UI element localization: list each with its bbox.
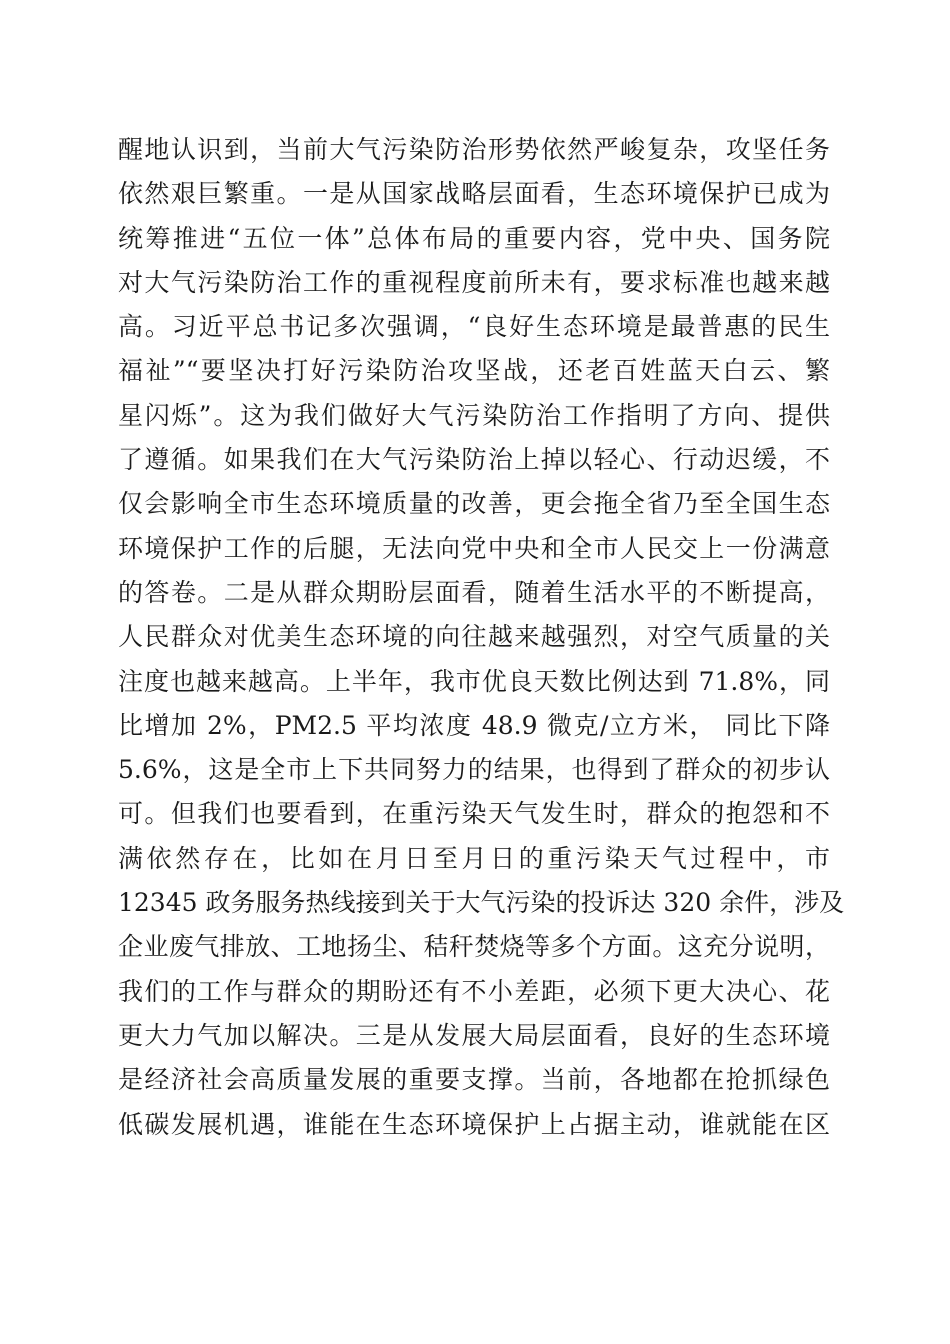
text-line: 注度也越来越高。上半年，我市优良天数比例达到 71.8%，同 bbox=[118, 666, 830, 696]
text-line: 更大力气加以解决。三是从发展大局层面看，良好的生态环境 bbox=[118, 1020, 830, 1050]
text-line: 高。习近平总书记多次强调，“良好生态环境是最普惠的民生 bbox=[118, 312, 830, 342]
text-line: 醒地认识到，当前大气污染防治形势依然严峻复杂，攻坚任务 bbox=[118, 135, 830, 164]
text-line: 低碳发展机遇，谁能在生态环境保护上占据主动，谁就能在区 bbox=[118, 1109, 830, 1139]
text-line: 比增加 2%，PM2.5 平均浓度 48.9 微克/立方米， 同比下降 bbox=[118, 710, 830, 740]
text-line: 环境保护工作的后腿，无法向党中央和全市人民交上一份满意 bbox=[118, 533, 830, 563]
text-line: 统筹推进“五位一体”总体布局的重要内容，党中央、国务院 bbox=[118, 223, 830, 253]
text-line: 仅会影响全市生态环境质量的改善，更会拖全省乃至全国生态 bbox=[118, 489, 830, 519]
text-line: 是经济社会高质量发展的重要支撑。当前，各地都在抢抓绿色 bbox=[118, 1065, 830, 1095]
text-line: 满依然存在，比如在月日至月日的重污染天气过程中，市 bbox=[118, 843, 830, 873]
text-line: 星闪烁”。这为我们做好大气污染防治工作指明了方向、提供 bbox=[118, 400, 830, 430]
text-line: 的答卷。二是从群众期盼层面看，随着生活水平的不断提高， bbox=[118, 577, 830, 607]
body-paragraph bbox=[118, 128, 845, 1147]
text-line: 5.6%，这是全市上下共同努力的结果，也得到了群众的初步认 bbox=[118, 755, 830, 785]
text-line: 企业废气排放、工地扬尘、秸秆焚烧等多个方面。这充分说明， bbox=[118, 932, 830, 962]
text-line: 12345 政务服务热线接到关于大气污染的投诉达 320 余件，涉及 bbox=[118, 888, 845, 918]
text-line: 依然艰巨繁重。一是从国家战略层面看，生态环境保护已成为 bbox=[118, 179, 830, 209]
text-line: 我们的工作与群众的期盼还有不小差距，必须下更大决心、花 bbox=[118, 976, 830, 1006]
text-line: 可。但我们也要看到，在重污染天气发生时，群众的抱怨和不 bbox=[118, 799, 830, 829]
text-line: 福祉”“要坚决打好污染防治攻坚战，还老百姓蓝天白云、繁 bbox=[118, 356, 830, 386]
text-line: 对大气污染防治工作的重视程度前所未有，要求标准也越来越 bbox=[118, 267, 830, 297]
text-line: 了遵循。如果我们在大气污染防治上掉以轻心、行动迟缓，不 bbox=[118, 445, 830, 475]
text-line: 人民群众对优美生态环境的向往越来越强烈，对空气质量的关 bbox=[118, 622, 830, 652]
